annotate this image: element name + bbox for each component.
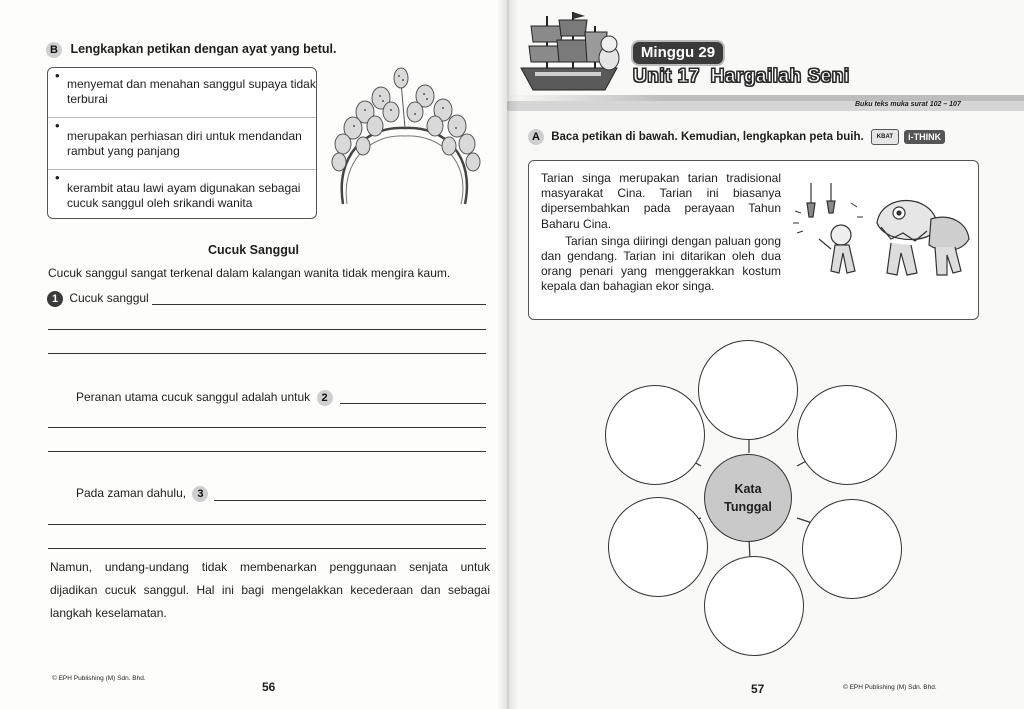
q3-number-badge: 3 [192,486,208,502]
section-b-badge: B [46,42,62,58]
q1-answer-line-1[interactable] [152,304,486,305]
q3-prefix: Pada zaman dahulu, [76,486,187,500]
left-copyright: © EPH Publishing (M) Sdn. Bhd. [52,675,146,682]
question-3 [76,486,208,502]
bubble-center [704,454,792,542]
q2-answer-line-1[interactable] [340,403,486,404]
week-badge: Minggu 29 [631,40,725,66]
sentence-options-box [47,67,317,219]
reading-passage [541,171,781,297]
reading-paragraph-2: Tarian singa diiringi dengan paluan gong dan gendang. Tarian ini ditarikan oleh dua orang penari yang menggerakkan kostum kepala dan bahagian ekor singa. [541,233,781,294]
section-a-instruction: Baca petikan di bawah. Kemudian, lengkapkan peta buih. [551,131,864,144]
bubble-top[interactable] [698,340,798,440]
q2-prefix: Peranan utama cucuk sanggul adalah untuk [76,390,311,404]
bubble-lower-right[interactable] [802,499,902,599]
q1-prefix: Cucuk sanggul [69,291,149,305]
textbook-reference: Buku teks muka surat 102 – 107 [855,101,961,108]
unit-heading [633,66,850,88]
q1-answer-line-2[interactable] [48,329,486,330]
bubble-upper-left[interactable] [605,385,705,485]
bubble-center-label: Kata Tunggal [724,482,772,514]
right-copyright: © EPH Publishing (M) Sdn. Bhd. [843,684,937,691]
reading-paragraph-1: Tarian singa merupakan tarian tradisional masyarakat Cina. Tarian ini biasanya dipersembahkan pada perayaan Tahun Baharu Cina. [541,171,781,231]
lion-dance-illustration [791,183,971,293]
right-page-number: 57 [751,682,765,696]
q3-answer-line-1[interactable] [214,500,486,501]
q2-number-badge: 2 [317,390,333,406]
bubble-bottom[interactable] [704,556,804,656]
section-b-heading [46,40,337,58]
q1-number-badge: 1 [47,291,63,307]
unit-number: Unit 17 [633,66,700,87]
kbat-icon: KBAT [871,129,899,145]
left-page-number: 56 [262,680,276,694]
q3-answer-line-3[interactable] [48,548,486,549]
option-2: • merupakan perhiasan diri untuk mendandan rambut yang panjang [48,117,316,169]
intro-sentence: Cucuk sanggul sangat terkenal dalam kalangan wanita tidak mengira kaum. [48,266,451,280]
closing-paragraph [50,556,490,625]
ithink-icon: i-THINK [904,130,945,144]
option-1: • menyemat dan menahan sanggul supaya tidak terburai [48,68,316,117]
option-3: • kerambit atau lawi ayam digunakan sebagai cucuk sanggul oleh srikandi wanita [48,169,316,217]
q1-answer-line-3[interactable] [48,353,486,354]
ship-illustration [517,8,627,96]
q3-answer-line-2[interactable] [48,524,486,525]
q2-answer-line-3[interactable] [48,451,486,452]
book-spine-shadow [497,0,519,709]
section-a-badge: A [528,129,544,145]
bubble-upper-right[interactable] [797,385,897,485]
closing-line-1: Namun, undang-undang tidak membenarkan penggunaan senjata untuk [50,560,490,574]
question-2 [76,390,333,406]
question-1 [47,291,149,307]
unit-title: Hargailah Seni [710,66,850,87]
section-b-instruction: Lengkapkan petikan dengan ayat yang betul. [70,42,337,56]
closing-line-2: dijadikan cucuk sanggul. Hal ini bagi mengelakkan kecederaan dan sebagai [50,583,490,597]
section-a-heading [528,129,945,145]
reading-passage-box [528,160,979,320]
closing-line-3: langkah keselamatan. [50,606,167,620]
left-page [0,0,507,709]
bubble-lower-left[interactable] [608,497,708,597]
q2-answer-line-2[interactable] [48,427,486,428]
hair-ornament-illustration [325,66,485,206]
passage-title: Cucuk Sanggul [208,243,299,257]
